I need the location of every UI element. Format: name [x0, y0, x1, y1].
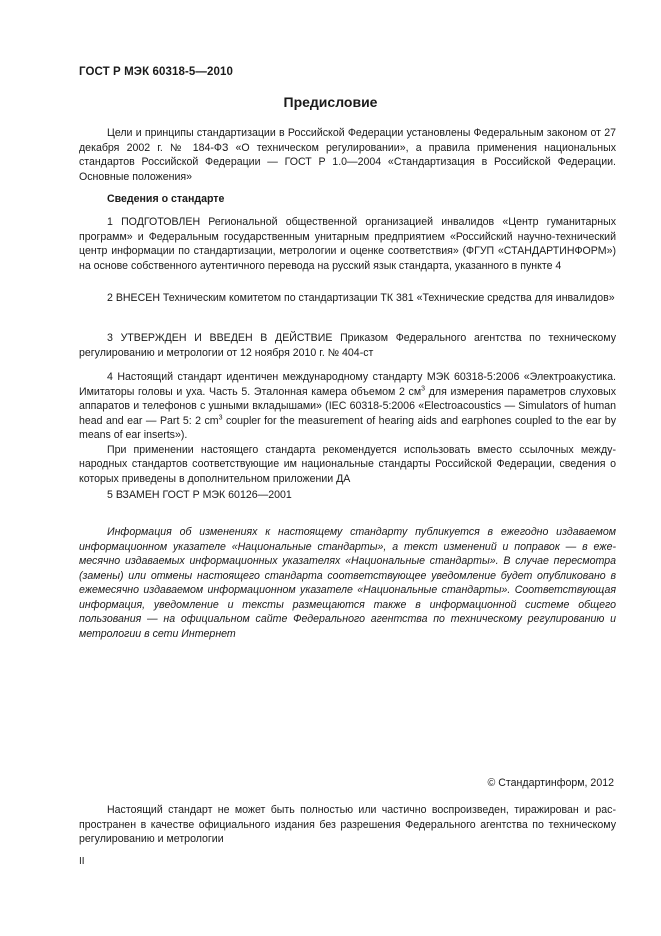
item-1-paragraph: 1 ПОДГОТОВЛЕН Региональной общественной организацией инвалидов «Центр гуманитарных программ» и Федеральным государственным унитарным предприятием «Российский научно-технический центр информации по стандартизации, метрологии и оценке соответствия» (ФГУП «СТАНДАРТИНФОРМ») на основе собственного аутентичного перевода на русский язык стандарта, указанного в пункте 4: [79, 216, 616, 272]
standard-number-header: ГОСТ Р МЭК 60318-5—2010: [79, 66, 233, 78]
item-4-note: При применении настоящего стандарта рекомендуется использовать вместо ссылочных международных стандартов соответствующие им национальные стандарты Российской Федерации, сведения о которых приведены в дополнительном приложении ДА: [79, 443, 616, 485]
changes-info-section: [79, 525, 616, 641]
changes-info-paragraph: Информация об изменениях к настоящему стандарту публикуется в ежегодно издаваемом информационном указателе «Национальные стандарты», а текст изменений и поправок — в ежемесячно издаваемых информационных указателях «Национальные стандарты». В случае пересмотра (замены) или отмены настоящего стандарта соответствующее уведомление будет опубликовано в ежемесячно издаваемом информационном указателе «Национальные стандарты». Соответствующая информация, уведомление и тексты размещаются также в информационной системе общего пользования — на официальном сайте Федерального агентства по техническому регулированию и метрологии в сети Интернет: [79, 526, 616, 640]
copyright-notice: © Стандартинформ, 2012: [487, 777, 614, 789]
item-4-text-a: 4 Настоящий стандарт идентичен международному стандарту МЭК 60318-5:2006 «Электроакустика. Имитаторы головы и уха. Часть 5. Эталонная камера объемом 2 см: [79, 371, 616, 398]
item-3-paragraph: 3 УТВЕРЖДЕН И ВВЕДЕН В ДЕЙСТВИЕ Приказом Федерального агентства по техническому регулированию и метрологии от 12 ноября 2010 г. № 404-ст: [79, 332, 616, 359]
item-4-superscript-2: 3: [218, 413, 223, 421]
item-5-section: [79, 488, 616, 503]
item-1-section: [79, 215, 616, 273]
reproduction-notice: Настоящий стандарт не может быть полностью или частично воспроизведен, тиражирован и распространен в качестве официального издания без разрешения Федерального агентства по техническому регулированию и метрологии: [79, 804, 616, 845]
item-2-paragraph: 2 ВНЕСЕН Техническим комитетом по стандартизации ТК 381 «Технические средства для инвалидов»: [107, 292, 615, 304]
item-4-paragraph: [79, 370, 616, 443]
item-4-section: [79, 370, 616, 486]
item-3-section: [79, 331, 616, 360]
intro-section: [79, 126, 616, 184]
item-4-superscript-1: 3: [421, 384, 426, 392]
info-heading: Сведения о стандарте: [107, 193, 225, 205]
intro-paragraph: Цели и принципы стандартизации в Российской Федерации установлены Федеральным законом от 27 декабря 2002 г. № 184-ФЗ «О техническом регулировании», а правила применения национальных стандартов Российской Федерации — ГОСТ Р 1.0—2004 «Стандартизация в Российской Федерации. Основные положения»: [79, 127, 616, 183]
item-2-section: [79, 291, 616, 306]
item-5-paragraph: 5 ВЗАМЕН ГОСТ Р МЭК 60126—2001: [107, 489, 292, 501]
item-4-text-b: для измерения параметров слуховых аппаратов и телефонов с ушными вкладышами» (IEC 60318-5:2006 «Electroacoustics — Simulators of human head and ear — Part 5: 2 cm: [79, 385, 616, 427]
info-heading-section: [79, 192, 616, 207]
reproduction-notice-section: [79, 803, 616, 847]
page-number: II: [79, 856, 85, 867]
item-4-text-c: coupler for the measurement of hearing aids and earphones coupled to the ear by means of ear inserts»).: [79, 414, 616, 441]
page-title: Предисловие: [283, 94, 378, 110]
